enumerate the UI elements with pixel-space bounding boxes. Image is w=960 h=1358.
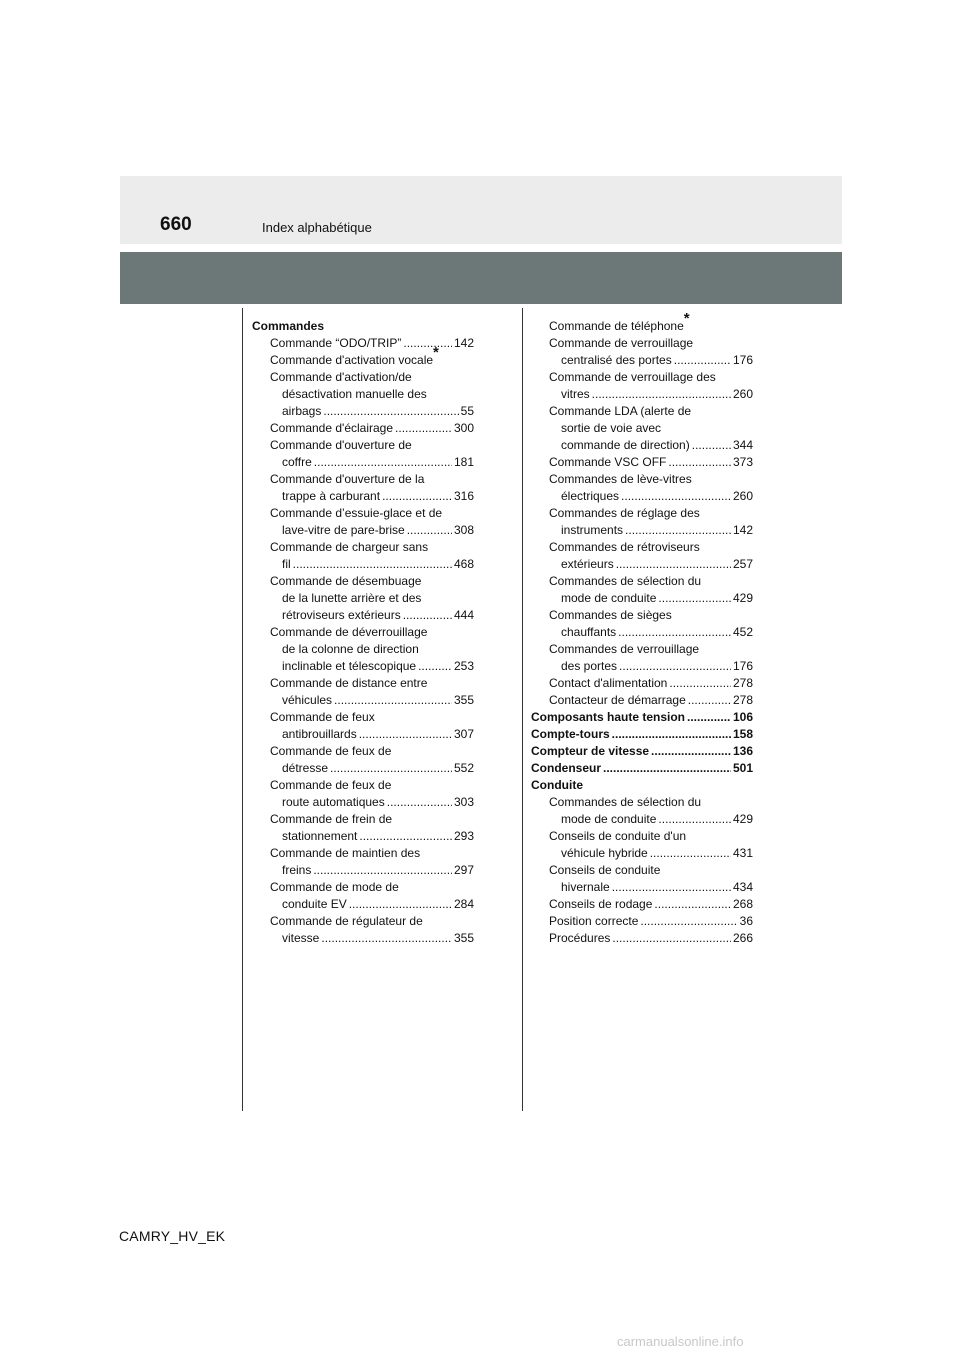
index-entry-text: Commande d'activation/de <box>270 370 412 384</box>
index-entry-text: trappe à carburant <box>282 489 381 503</box>
index-entry <box>531 913 753 930</box>
section-title: Index alphabétique <box>262 220 372 235</box>
dot-leader <box>603 760 731 777</box>
index-entry <box>252 556 474 573</box>
index-entry <box>252 658 474 675</box>
index-entry <box>531 641 753 658</box>
dot-leader <box>687 709 731 726</box>
index-entry-text: Commandes de sièges <box>549 608 672 622</box>
page-reference: 257 <box>732 557 753 571</box>
dot-leader <box>612 726 731 743</box>
dot-leader <box>688 692 731 709</box>
index-entry <box>531 369 753 386</box>
index-entry-text: Commande de régulateur de <box>270 914 423 928</box>
index-entry-text: Conseils de conduite <box>549 863 661 877</box>
section-banner <box>120 252 842 304</box>
page-reference: 176 <box>732 353 753 367</box>
index-entry-text: Contact d'alimentation <box>549 676 668 690</box>
page-reference: 373 <box>732 455 753 469</box>
dot-leader <box>669 675 731 692</box>
index-entry-text: Commande d'éclairage <box>270 421 394 435</box>
dot-leader <box>395 420 452 437</box>
index-entry <box>531 777 753 794</box>
index-entry-text: conduite EV <box>282 897 347 911</box>
watermark: carmanualsonline.info <box>617 1334 744 1349</box>
page-reference: 55 <box>460 404 474 418</box>
dot-leader <box>612 930 731 947</box>
index-entry-text: désactivation manuelle des <box>282 387 427 401</box>
page-reference: 268 <box>732 897 753 911</box>
page-reference: 429 <box>732 591 753 605</box>
index-entry-text: fil <box>282 557 291 571</box>
index-entry-text: Commande de mode de <box>270 880 399 894</box>
page-reference: 136 <box>732 744 753 758</box>
index-entry <box>252 726 474 743</box>
index-entry <box>252 369 474 386</box>
index-entry <box>252 811 474 828</box>
index-entry <box>252 386 474 403</box>
dot-leader <box>314 454 452 471</box>
index-entry <box>252 403 474 420</box>
index-entry-text: coffre <box>282 455 312 469</box>
page-reference: 468 <box>453 557 474 571</box>
dot-leader <box>323 403 458 420</box>
dot-leader <box>359 828 452 845</box>
index-entry <box>531 352 753 369</box>
index-entry <box>531 794 753 811</box>
dot-leader <box>313 862 452 879</box>
dot-leader <box>403 607 452 624</box>
dot-leader <box>654 896 731 913</box>
page-reference: 266 <box>732 931 753 945</box>
index-entry-text: Commande de maintien des <box>270 846 421 860</box>
index-entry-text: instruments <box>561 523 624 537</box>
asterisk-mark: * <box>683 310 690 327</box>
index-entry <box>252 879 474 896</box>
index-entry-text: Compteur de vitesse <box>531 744 650 758</box>
index-entry <box>531 658 753 675</box>
page-reference: 176 <box>732 659 753 673</box>
index-entry <box>252 590 474 607</box>
page-reference: 307 <box>453 727 474 741</box>
dot-leader <box>621 488 731 505</box>
page-reference: 444 <box>453 608 474 622</box>
index-entry <box>531 896 753 913</box>
model-code: CAMRY_HV_EK <box>119 1228 226 1244</box>
index-entry <box>252 344 474 369</box>
index-entry-text: des portes <box>561 659 618 673</box>
index-entry <box>252 437 474 454</box>
page-reference: 278 <box>732 693 753 707</box>
page-number: 660 <box>160 214 192 235</box>
page-reference: 158 <box>732 727 753 741</box>
index-entry-text: Position correcte <box>549 914 639 928</box>
dot-leader <box>640 913 737 930</box>
dot-leader <box>650 845 731 862</box>
dot-leader <box>403 335 452 352</box>
index-entry-text: sortie de voie avec <box>561 421 662 435</box>
page-reference: 181 <box>453 455 474 469</box>
index-entry-text: véhicules <box>282 693 333 707</box>
index-entry-text: Commandes de lève-vitres <box>549 472 692 486</box>
dot-leader <box>334 692 452 709</box>
index-entry <box>252 522 474 539</box>
column-divider-right <box>522 308 523 1111</box>
page-reference: 308 <box>453 523 474 537</box>
index-entry-text: commande de direction) <box>561 438 690 452</box>
page-reference: 452 <box>732 625 753 639</box>
dot-leader <box>418 658 452 675</box>
index-entry-text: Compte-tours <box>531 727 610 741</box>
index-entry <box>252 845 474 862</box>
header-band <box>120 176 842 244</box>
index-entry <box>531 454 753 471</box>
dot-leader <box>330 760 452 777</box>
index-entry <box>531 590 753 607</box>
index-entry-text: Commande de feux de <box>270 778 392 792</box>
page-reference: 278 <box>732 676 753 690</box>
index-entry <box>252 539 474 556</box>
page-reference: 106 <box>732 710 753 724</box>
page-reference: 501 <box>732 761 753 775</box>
page-reference: 297 <box>453 863 474 877</box>
index-entry-text: Commande LDA (alerte de <box>549 404 692 418</box>
dot-leader <box>616 556 731 573</box>
page-reference: 429 <box>732 812 753 826</box>
page-reference: 36 <box>739 914 753 928</box>
index-entry-text: route automatiques <box>282 795 385 809</box>
index-entry <box>531 335 753 352</box>
index-entry <box>252 607 474 624</box>
index-entry-text: Condenseur <box>531 761 602 775</box>
dot-leader <box>625 522 731 539</box>
page-reference: 142 <box>453 336 474 350</box>
index-entry-text: antibrouillards <box>282 727 357 741</box>
dot-leader <box>618 624 731 641</box>
index-entry <box>531 828 753 845</box>
index-entry <box>531 845 753 862</box>
index-entry-text: airbags <box>282 404 322 418</box>
index-entry-text: lave-vitre de pare-brise <box>282 523 405 537</box>
page-reference: 303 <box>453 795 474 809</box>
index-entry <box>252 318 474 335</box>
index-entry-text: inclinable et télescopique <box>282 659 417 673</box>
index-column-right <box>531 310 753 947</box>
index-entry <box>531 879 753 896</box>
index-entry <box>531 743 753 760</box>
index-entry-text: extérieurs <box>561 557 614 571</box>
index-entry <box>531 607 753 624</box>
index-entry-text: Commandes de sélection du <box>549 795 702 809</box>
index-entry-text: mode de conduite <box>561 591 657 605</box>
page-reference: 431 <box>732 846 753 860</box>
index-entry-text: vitesse <box>282 931 320 945</box>
dot-leader <box>674 352 731 369</box>
page-reference: 300 <box>453 421 474 435</box>
dot-leader <box>658 590 731 607</box>
dot-leader <box>619 658 731 675</box>
dot-leader <box>321 930 452 947</box>
index-entry-text: de la lunette arrière et des <box>282 591 422 605</box>
page-reference: 260 <box>732 489 753 503</box>
dot-leader <box>407 522 452 539</box>
index-entry <box>252 624 474 641</box>
index-entry-text: Commande de feux de <box>270 744 392 758</box>
index-entry <box>531 386 753 403</box>
index-entry <box>252 930 474 947</box>
index-entry-text: Commande d’essuie-glace et de <box>270 506 443 520</box>
index-entry <box>531 539 753 556</box>
index-entry-text: détresse <box>282 761 329 775</box>
index-entry-text: chauffants <box>561 625 617 639</box>
index-entry-text: rétroviseurs extérieurs <box>282 608 401 622</box>
index-entry <box>252 760 474 777</box>
index-entry-text: Commandes de réglage des <box>549 506 700 520</box>
index-entry <box>252 488 474 505</box>
index-entry <box>252 573 474 590</box>
index-entry <box>531 556 753 573</box>
dot-leader <box>692 437 731 454</box>
page-reference: 552 <box>453 761 474 775</box>
index-entry-text: stationnement <box>282 829 358 843</box>
dot-leader <box>387 794 452 811</box>
index-entry-text: de la colonne de direction <box>282 642 419 656</box>
index-entry <box>252 675 474 692</box>
index-entry <box>531 437 753 454</box>
index-entry-text: Procédures <box>549 931 611 945</box>
dot-leader <box>293 556 452 573</box>
index-entry-text: Commande “ODO/TRIP” <box>270 336 402 350</box>
index-entry <box>531 573 753 590</box>
index-entry-text: Commandes de rétroviseurs <box>549 540 700 554</box>
page-reference: 355 <box>453 693 474 707</box>
index-entry-text: Commande d'ouverture de la <box>270 472 425 486</box>
index-entry-text: Commande de désembuage <box>270 574 422 588</box>
index-column-left <box>252 318 474 947</box>
dot-leader <box>658 811 731 828</box>
dot-leader <box>349 896 452 913</box>
index-entry-text: Commandes <box>252 319 325 333</box>
index-entry-text: Commande d'activation vocale <box>270 353 434 367</box>
page-reference: 142 <box>732 523 753 537</box>
index-entry <box>531 726 753 743</box>
index-entry-text: Commande de feux <box>270 710 375 724</box>
dot-leader <box>382 488 452 505</box>
page-reference: 293 <box>453 829 474 843</box>
index-entry <box>531 522 753 539</box>
index-entry-text: Conduite <box>531 778 583 792</box>
index-entry-text: Commande VSC OFF <box>549 455 667 469</box>
index-entry <box>252 794 474 811</box>
page-reference: 253 <box>453 659 474 673</box>
index-entry <box>531 420 753 437</box>
index-entry-text: Commandes de sélection du <box>549 574 702 588</box>
index-entry <box>531 709 753 726</box>
index-entry <box>252 743 474 760</box>
index-entry <box>252 828 474 845</box>
index-entry <box>252 709 474 726</box>
index-entry <box>531 862 753 879</box>
page-reference: 284 <box>453 897 474 911</box>
index-entry <box>252 335 474 352</box>
index-entry <box>252 641 474 658</box>
index-entry-text: Composants haute tension <box>531 710 686 724</box>
index-entry-text: Commande de frein de <box>270 812 393 826</box>
index-entry-text: Commande de téléphone <box>549 319 684 333</box>
index-entry-text: Commandes de verrouillage <box>549 642 700 656</box>
index-entry <box>531 930 753 947</box>
page-reference: 260 <box>732 387 753 401</box>
index-entry <box>531 488 753 505</box>
page-reference: 434 <box>732 880 753 894</box>
index-entry-text: véhicule hybride <box>561 846 648 860</box>
index-entry-text: hivernale <box>561 880 610 894</box>
index-entry-text: Commande de verrouillage des <box>549 370 716 384</box>
index-entry-text: Commande de déverrouillage <box>270 625 428 639</box>
page-reference: 316 <box>453 489 474 503</box>
index-entry-text: Commande de chargeur sans <box>270 540 429 554</box>
index-entry <box>531 675 753 692</box>
index-entry <box>252 896 474 913</box>
dot-leader <box>592 386 731 403</box>
index-entry <box>531 310 753 335</box>
index-entry <box>252 454 474 471</box>
index-entry <box>531 811 753 828</box>
asterisk-mark: * <box>433 344 439 361</box>
index-entry <box>252 777 474 794</box>
index-entry-text: vitres <box>561 387 590 401</box>
index-entry-text: freins <box>282 863 312 877</box>
index-entry <box>252 862 474 879</box>
index-entry-text: Commande d'ouverture de <box>270 438 412 452</box>
dot-leader <box>359 726 452 743</box>
index-entry-text: Conseils de conduite d'un <box>549 829 687 843</box>
index-entry-text: électriques <box>561 489 620 503</box>
index-entry <box>531 624 753 641</box>
index-entry-text: mode de conduite <box>561 812 657 826</box>
index-entry <box>531 692 753 709</box>
index-entry <box>252 505 474 522</box>
index-entry <box>531 760 753 777</box>
index-entry-text: Commande de distance entre <box>270 676 428 690</box>
dot-leader <box>612 879 731 896</box>
index-entry <box>531 403 753 420</box>
dot-leader <box>668 454 731 471</box>
index-entry-text: Commande de verrouillage <box>549 336 694 350</box>
index-entry-text: centralisé des portes <box>561 353 672 367</box>
dot-leader <box>651 743 731 760</box>
index-entry <box>252 692 474 709</box>
column-divider-left <box>242 308 243 1111</box>
index-entry <box>531 471 753 488</box>
index-entry <box>252 913 474 930</box>
page-reference: 355 <box>453 931 474 945</box>
index-entry <box>252 471 474 488</box>
index-entry-text: Conseils de rodage <box>549 897 653 911</box>
index-entry <box>252 420 474 437</box>
page-reference: 344 <box>732 438 753 452</box>
index-entry-text: Contacteur de démarrage <box>549 693 686 707</box>
index-entry <box>531 505 753 522</box>
